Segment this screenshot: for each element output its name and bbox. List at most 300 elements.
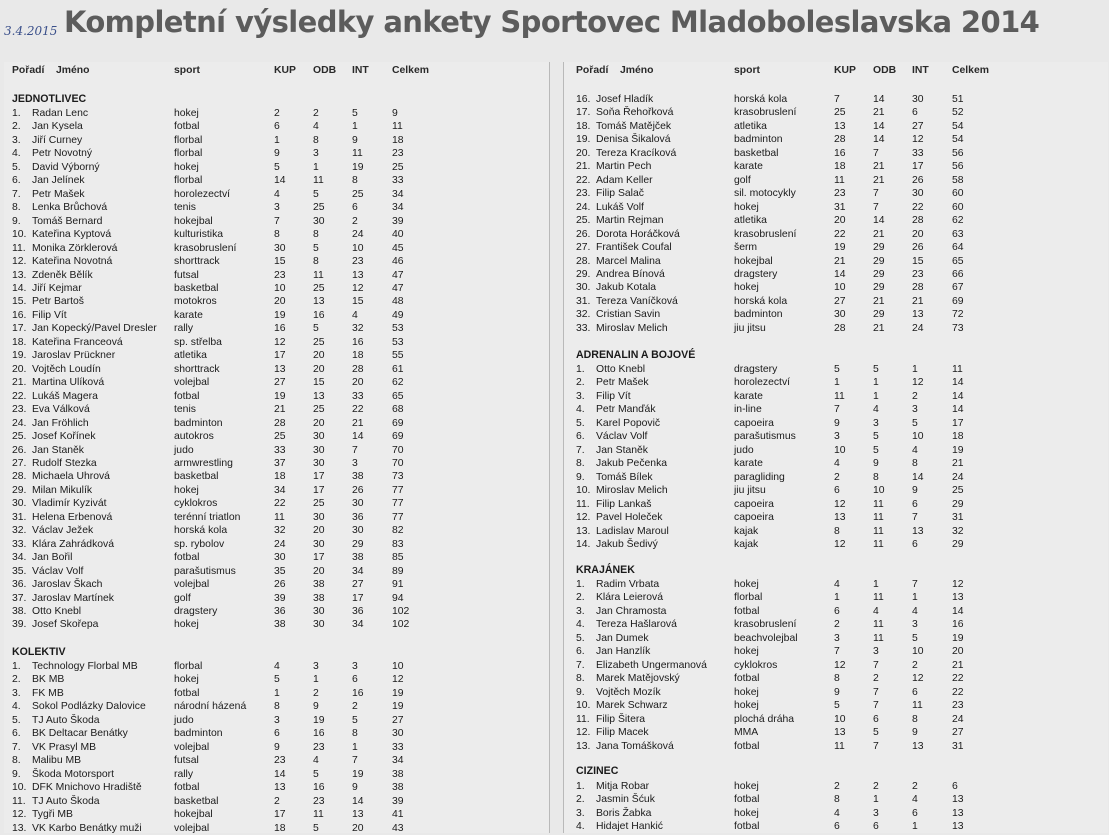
cell-name: Petr Novotný xyxy=(32,148,93,160)
cell-odb: 1 xyxy=(873,579,879,590)
table-row xyxy=(564,457,1108,470)
cell-rank: 3. xyxy=(576,807,585,819)
cell-int: 2 xyxy=(352,215,358,227)
cell-name: DFK Mnichovo Hradiště xyxy=(32,782,142,794)
table-row xyxy=(4,618,549,631)
cell-total: 49 xyxy=(392,309,404,321)
cell-int: 13 xyxy=(352,809,364,821)
cell-odb: 3 xyxy=(873,807,879,819)
cell-rank: 6. xyxy=(12,728,21,740)
cell-name: Hidajet Hankić xyxy=(596,821,663,833)
cell-odb: 11 xyxy=(873,525,884,537)
cell-odb: 20 xyxy=(313,417,325,429)
cell-kup: 2 xyxy=(274,108,280,119)
cell-rank: 31. xyxy=(12,511,27,523)
cell-kup: 28 xyxy=(834,134,846,146)
cell-sport: judo xyxy=(734,444,754,456)
cell-odb: 38 xyxy=(313,592,325,604)
cell-sport: sp. střelba xyxy=(174,336,222,348)
cell-name: BK MB xyxy=(32,674,65,686)
cell-total: 6 xyxy=(952,781,958,792)
cell-sport: MMA xyxy=(734,727,759,739)
cell-name: Josef Hladík xyxy=(596,94,654,105)
cell-rank: 6. xyxy=(576,646,585,658)
cell-sport: atletika xyxy=(174,350,207,362)
table-row xyxy=(4,592,549,605)
results-panel-right xyxy=(563,62,1108,833)
cell-rank: 9. xyxy=(12,215,21,227)
cell-rank: 13. xyxy=(576,525,591,537)
cell-total: 13 xyxy=(952,592,964,604)
cell-odb: 14 xyxy=(873,120,885,132)
cell-odb: 30 xyxy=(313,606,325,618)
table-row xyxy=(564,726,1108,739)
cell-name: Josef Kořínek xyxy=(32,431,96,443)
table-row xyxy=(564,268,1108,281)
cell-kup: 32 xyxy=(274,525,286,537)
cell-rank: 16. xyxy=(576,94,591,105)
cell-name: Tereza Vaníčková xyxy=(596,295,678,307)
cell-rank: 12. xyxy=(12,809,27,821)
cell-rank: 27. xyxy=(12,457,27,469)
cell-odb: 3 xyxy=(873,646,879,658)
cell-total: 16 xyxy=(952,619,964,631)
results-panel-left xyxy=(4,62,550,833)
cell-odb: 5 xyxy=(313,323,319,335)
cell-odb: 8 xyxy=(873,471,879,483)
cell-total: 33 xyxy=(392,175,404,187)
cell-int: 30 xyxy=(912,188,924,200)
cell-sport: florbal xyxy=(734,592,763,604)
cell-int: 22 xyxy=(352,404,364,416)
cell-total: 24 xyxy=(952,471,964,483)
cell-sport: cyklokros xyxy=(174,498,218,510)
cell-rank: 9. xyxy=(12,768,21,780)
cell-kup: 8 xyxy=(834,525,840,537)
table-row xyxy=(564,525,1108,538)
cell-rank: 5. xyxy=(12,161,21,173)
cell-sport: beachvolejbal xyxy=(734,632,798,644)
cell-rank: 12. xyxy=(576,512,591,524)
cell-total: 14 xyxy=(952,390,964,402)
cell-rank: 13. xyxy=(576,740,591,752)
cell-int: 12 xyxy=(352,282,364,294)
cell-name: František Coufal xyxy=(596,242,672,254)
table-row xyxy=(564,322,1108,335)
cell-name: Václav Ježek xyxy=(32,525,94,537)
column-header-int: INT xyxy=(352,65,369,76)
cell-rank: 10. xyxy=(576,485,591,497)
table-row xyxy=(564,780,1108,793)
cell-name: Marek Matějovský xyxy=(596,673,680,685)
cell-int: 29 xyxy=(352,538,364,550)
cell-sport: fotbal xyxy=(734,673,760,685)
cell-name: Tomáš Bílek xyxy=(596,471,653,483)
cell-odb: 11 xyxy=(313,175,324,187)
cell-total: 43 xyxy=(392,822,404,834)
cell-sport: hokej xyxy=(734,282,759,294)
cell-kup: 12 xyxy=(834,659,846,671)
cell-name: Karel Popovič xyxy=(596,417,661,429)
cell-odb: 21 xyxy=(873,322,885,334)
cell-kup: 7 xyxy=(274,215,280,227)
cell-sport: florbal xyxy=(174,148,203,160)
cell-odb: 20 xyxy=(313,565,325,577)
table-row xyxy=(564,820,1108,833)
cell-sport: judo xyxy=(174,444,194,456)
table-row xyxy=(4,660,549,673)
cell-int: 20 xyxy=(352,822,364,834)
cell-name: David Výborný xyxy=(32,161,100,173)
table-row xyxy=(564,645,1108,658)
cell-int: 2 xyxy=(912,390,918,402)
cell-sport: horská kola xyxy=(734,295,788,307)
table-row xyxy=(4,700,549,713)
cell-rank: 5. xyxy=(576,417,585,429)
cell-name: Lukáš Volf xyxy=(596,201,644,213)
cell-sport: badminton xyxy=(174,728,223,740)
cell-kup: 11 xyxy=(274,511,285,523)
cell-sport: terénní triatlon xyxy=(174,511,241,523)
cell-int: 4 xyxy=(912,794,918,806)
cell-odb: 5 xyxy=(313,822,319,834)
cell-kup: 23 xyxy=(274,755,286,767)
cell-kup: 13 xyxy=(834,120,846,132)
cell-sport: krasobruslení xyxy=(734,228,797,240)
cell-int: 2 xyxy=(912,781,918,792)
cell-kup: 36 xyxy=(274,606,286,618)
cell-name: Miroslav Melich xyxy=(596,485,668,497)
cell-total: 60 xyxy=(952,188,964,200)
cell-total: 13 xyxy=(952,807,964,819)
cell-rank: 22. xyxy=(576,174,591,186)
cell-total: 39 xyxy=(392,795,404,807)
cell-int: 14 xyxy=(352,431,364,443)
table-row xyxy=(4,107,549,120)
table-row xyxy=(4,309,549,322)
table-row xyxy=(564,133,1108,146)
column-header-row xyxy=(564,64,1108,77)
cell-name: Filip Macek xyxy=(596,727,649,739)
cell-sport: parašutismus xyxy=(734,431,796,443)
cell-odb: 11 xyxy=(313,269,324,281)
cell-name: Radan Lenc xyxy=(32,108,89,119)
cell-sport: dragstery xyxy=(174,606,218,618)
cell-odb: 16 xyxy=(313,782,325,794)
cell-rank: 7. xyxy=(12,741,21,753)
cell-odb: 4 xyxy=(873,404,879,416)
cell-sport: atletika xyxy=(734,120,767,132)
cell-kup: 5 xyxy=(274,161,280,173)
cell-name: Petr Bartoš xyxy=(32,296,84,308)
cell-kup: 10 xyxy=(834,713,846,725)
cell-kup: 9 xyxy=(274,741,280,753)
cell-total: 20 xyxy=(952,646,964,658)
cell-int: 30 xyxy=(352,525,364,537)
cell-kup: 10 xyxy=(834,282,846,294)
cell-odb: 25 xyxy=(313,404,325,416)
cell-name: Tereza Hašlarová xyxy=(596,619,677,631)
cell-kup: 16 xyxy=(834,147,846,159)
cell-int: 10 xyxy=(912,431,924,443)
cell-rank: 6. xyxy=(12,175,21,187)
table-row xyxy=(564,228,1108,241)
cell-total: 39 xyxy=(392,215,404,227)
cell-name: FK MB xyxy=(32,687,64,699)
cell-kup: 8 xyxy=(274,229,280,241)
cell-sport: hokej xyxy=(734,807,759,819)
cell-total: 58 xyxy=(952,174,964,186)
cell-kup: 19 xyxy=(834,242,846,254)
cell-rank: 29. xyxy=(12,484,27,496)
cell-sport: basketbal xyxy=(174,282,219,294)
cell-int: 4 xyxy=(912,605,918,617)
cell-rank: 20. xyxy=(12,363,27,375)
cell-odb: 11 xyxy=(313,809,324,821)
column-header-int: INT xyxy=(912,65,929,76)
cell-name: Jan Kysela xyxy=(32,121,83,133)
cell-sport: paragliding xyxy=(734,471,785,483)
cell-int: 23 xyxy=(352,256,364,268)
cell-sport: fotbal xyxy=(174,390,200,402)
cell-kup: 14 xyxy=(834,268,846,280)
cell-rank: 34. xyxy=(12,552,27,564)
cell-total: 21 xyxy=(952,458,964,470)
cell-rank: 36. xyxy=(12,579,27,591)
table-row xyxy=(4,174,549,187)
table-row xyxy=(564,605,1108,618)
cell-int: 2 xyxy=(352,701,358,713)
cell-kup: 35 xyxy=(274,565,286,577)
cell-int: 16 xyxy=(352,336,364,348)
cell-rank: 38. xyxy=(12,606,27,618)
cell-int: 21 xyxy=(352,417,364,429)
cell-total: 102 xyxy=(392,619,410,631)
cell-name: Jan Staněk xyxy=(32,444,84,456)
cell-sport: jiu jitsu xyxy=(734,322,766,334)
cell-kup: 13 xyxy=(274,363,286,375)
cell-kup: 4 xyxy=(834,458,840,470)
cell-kup: 22 xyxy=(274,498,286,510)
cell-int: 7 xyxy=(912,579,918,590)
table-row xyxy=(4,457,549,470)
cell-rank: 8. xyxy=(576,458,585,470)
cell-total: 56 xyxy=(952,161,964,173)
cell-sport: tenis xyxy=(174,202,196,214)
table-row xyxy=(564,430,1108,443)
cell-int: 1 xyxy=(912,364,918,375)
table-row xyxy=(564,214,1108,227)
cell-odb: 25 xyxy=(313,282,325,294)
cell-total: 21 xyxy=(952,659,964,671)
cell-int: 13 xyxy=(912,309,924,321)
cell-name: Jakub Pečenka xyxy=(596,458,668,470)
cell-sport: sil. motocykly xyxy=(734,188,796,200)
cell-sport: capoeira xyxy=(734,512,774,524)
cell-odb: 4 xyxy=(313,755,319,767)
cell-sport: badminton xyxy=(734,134,783,146)
cell-sport: fotbal xyxy=(174,121,200,133)
cell-kup: 10 xyxy=(274,282,286,294)
column-header-kup: KUP xyxy=(274,65,296,76)
cell-int: 8 xyxy=(912,458,918,470)
cell-name: Vojtěch Loudín xyxy=(32,363,101,375)
table-row xyxy=(564,471,1108,484)
cell-total: 102 xyxy=(392,606,410,618)
cell-name: Klára Leierová xyxy=(596,592,664,604)
table-row xyxy=(4,714,549,727)
cell-int: 23 xyxy=(912,268,924,280)
cell-sport: shorttrack xyxy=(174,363,220,375)
cell-name: Lenka Brůchová xyxy=(32,202,108,214)
cell-rank: 16. xyxy=(12,309,27,321)
cell-name: Martin Rejman xyxy=(596,215,664,227)
cell-kup: 3 xyxy=(274,714,280,726)
cell-odb: 29 xyxy=(873,242,885,254)
cell-rank: 1. xyxy=(576,364,585,375)
cell-kup: 39 xyxy=(274,592,286,604)
cell-sport: rally xyxy=(174,768,194,780)
cell-name: TJ Auto Škoda xyxy=(32,714,100,726)
table-row xyxy=(4,295,549,308)
cell-name: Martina Ulíková xyxy=(32,377,105,389)
cell-total: 91 xyxy=(392,579,404,591)
cell-name: Jakub Kotala xyxy=(596,282,657,294)
table-row xyxy=(4,390,549,403)
cell-total: 18 xyxy=(392,134,404,146)
section-title: CIZINEC xyxy=(576,765,619,777)
cell-name: Jan Kopecký/Pavel Dresler xyxy=(32,323,157,335)
cell-name: Jan Hanzlík xyxy=(596,646,651,658)
cell-int: 5 xyxy=(912,417,918,429)
cell-sport: karate xyxy=(174,309,203,321)
cell-kup: 7 xyxy=(834,94,840,105)
cell-name: Filip Lankaš xyxy=(596,498,652,510)
table-row xyxy=(4,768,549,781)
cell-sport: hokej xyxy=(174,619,199,631)
cell-kup: 20 xyxy=(834,215,846,227)
cell-rank: 4. xyxy=(576,821,585,833)
cell-name: Dorota Horáčková xyxy=(596,228,680,240)
table-row xyxy=(564,255,1108,268)
cell-odb: 11 xyxy=(873,632,884,644)
cell-int: 38 xyxy=(352,471,364,483)
table-row xyxy=(4,484,549,497)
cell-int: 4 xyxy=(912,444,918,456)
cell-rank: 25. xyxy=(12,431,27,443)
cell-rank: 17. xyxy=(12,323,27,335)
cell-name: Michaela Uhrová xyxy=(32,471,110,483)
cell-int: 6 xyxy=(912,107,918,119)
cell-odb: 9 xyxy=(313,701,319,713)
cell-total: 45 xyxy=(392,242,404,254)
cell-total: 85 xyxy=(392,552,404,564)
cell-name: Jiří Curney xyxy=(32,134,83,146)
cell-rank: 5. xyxy=(12,714,21,726)
cell-int: 28 xyxy=(912,282,924,294)
table-row xyxy=(4,403,549,416)
table-row xyxy=(564,740,1108,753)
cell-int: 9 xyxy=(912,727,918,739)
cell-rank: 21. xyxy=(576,161,591,173)
cell-kup: 19 xyxy=(274,390,286,402)
table-row xyxy=(4,363,549,376)
table-row xyxy=(4,134,549,147)
cell-rank: 2. xyxy=(12,674,21,686)
cell-odb: 7 xyxy=(873,740,879,752)
cell-kup: 1 xyxy=(834,592,840,604)
table-row xyxy=(4,282,549,295)
cell-total: 51 xyxy=(952,94,964,105)
cell-rank: 10. xyxy=(12,229,27,241)
table-row xyxy=(4,120,549,133)
cell-total: 73 xyxy=(392,471,404,483)
cell-rank: 3. xyxy=(12,134,21,146)
cell-total: 29 xyxy=(952,498,964,510)
cell-rank: 30. xyxy=(12,498,27,510)
cell-total: 83 xyxy=(392,538,404,550)
cell-kup: 7 xyxy=(834,646,840,658)
cell-kup: 2 xyxy=(834,471,840,483)
cell-sport: národní házená xyxy=(174,701,247,713)
cell-total: 31 xyxy=(952,740,964,752)
cell-sport: capoeira xyxy=(734,498,774,510)
cell-sport: sp. rybolov xyxy=(174,538,225,550)
cell-sport: fotbal xyxy=(734,821,760,833)
cell-odb: 25 xyxy=(313,336,325,348)
cell-int: 3 xyxy=(912,619,918,631)
cell-sport: parašutismus xyxy=(174,565,236,577)
table-row xyxy=(4,430,549,443)
table-row xyxy=(564,147,1108,160)
cell-rank: 29. xyxy=(576,268,591,280)
cell-int: 9 xyxy=(352,134,358,146)
cell-total: 46 xyxy=(392,256,404,268)
cell-sport: krasobruslení xyxy=(734,619,797,631)
cell-odb: 5 xyxy=(313,188,319,200)
cell-name: Marcel Malina xyxy=(596,255,661,267)
cell-name: Petr Manďák xyxy=(596,404,656,416)
cell-name: Jan Staněk xyxy=(596,444,648,456)
cell-total: 25 xyxy=(392,161,404,173)
cell-int: 5 xyxy=(352,108,358,119)
cell-int: 19 xyxy=(352,768,364,780)
cell-total: 11 xyxy=(952,364,963,375)
cell-name: Malibu MB xyxy=(32,755,82,767)
cell-odb: 29 xyxy=(873,268,885,280)
cell-kup: 8 xyxy=(274,701,280,713)
cell-kup: 24 xyxy=(274,538,286,550)
cell-rank: 11. xyxy=(12,795,26,807)
cell-rank: 12. xyxy=(12,256,27,268)
table-row xyxy=(564,807,1108,820)
cell-rank: 10. xyxy=(12,782,27,794)
cell-sport: plochá dráha xyxy=(734,713,795,725)
cell-kup: 1 xyxy=(274,134,280,146)
cell-int: 4 xyxy=(352,309,358,321)
cell-rank: 24. xyxy=(12,417,27,429)
cell-rank: 12. xyxy=(576,727,591,739)
cell-kup: 16 xyxy=(274,323,286,335)
cell-name: Tomáš Matějček xyxy=(596,120,672,132)
cell-kup: 3 xyxy=(834,632,840,644)
cell-name: Miroslav Melich xyxy=(596,322,668,334)
cell-rank: 11. xyxy=(576,498,590,510)
cell-total: 31 xyxy=(952,512,964,524)
cell-kup: 22 xyxy=(834,228,846,240)
cell-rank: 19. xyxy=(12,350,27,362)
cell-odb: 7 xyxy=(873,147,879,159)
